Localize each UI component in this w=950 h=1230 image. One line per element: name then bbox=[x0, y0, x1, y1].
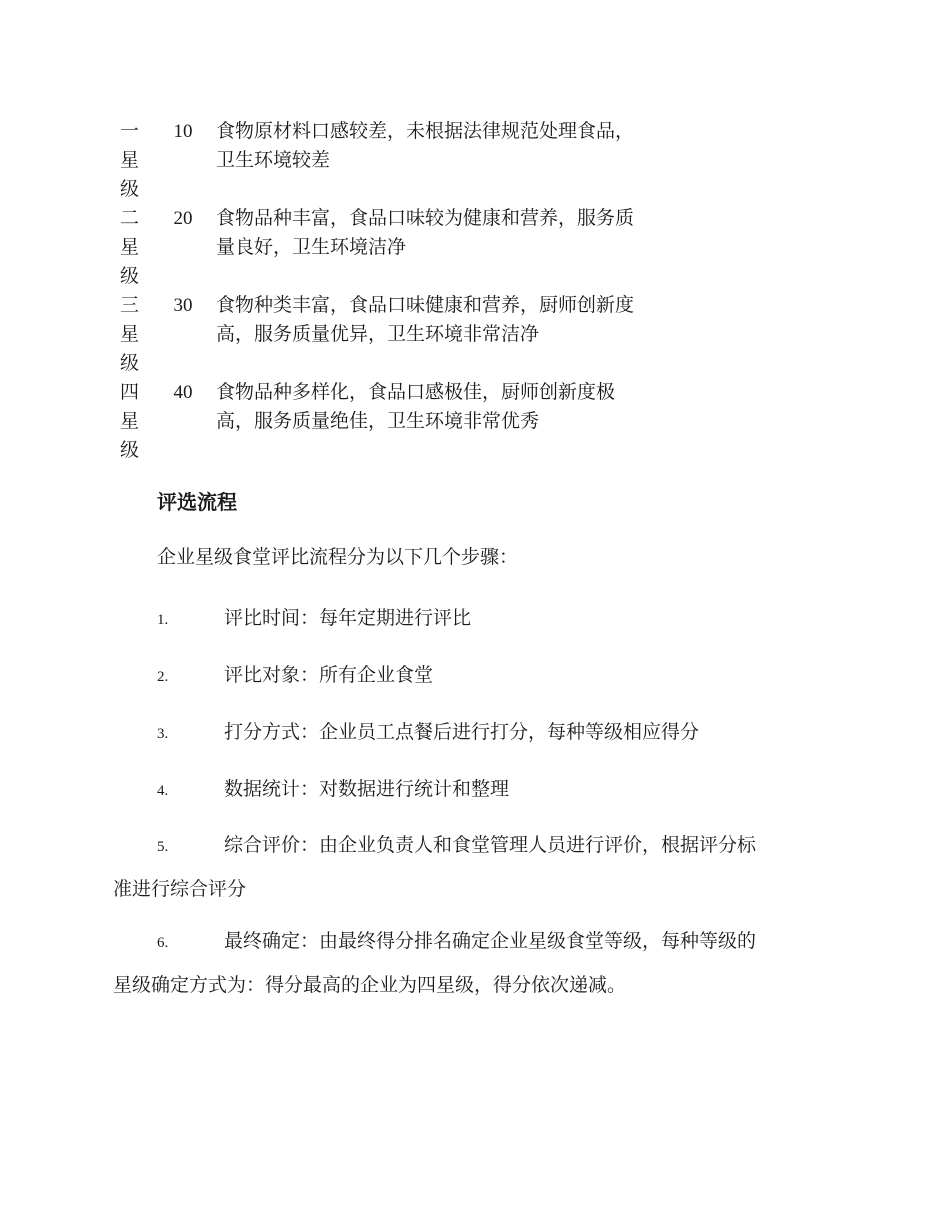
step-continuation: 准进行综合评分 bbox=[113, 878, 247, 900]
rating-level bbox=[114, 117, 150, 204]
rating-score: 10 bbox=[173, 121, 193, 142]
description-line: 食物种类丰富，食品口味健康和营养，厨师创新度 bbox=[216, 294, 635, 316]
rating-description bbox=[216, 117, 716, 175]
step-text: 数据统计：对数据进行统计和整理 bbox=[224, 778, 510, 800]
step-text: 综合评价：由企业负责人和食堂管理人员进行评价，根据评分标 bbox=[224, 834, 757, 856]
level-char: 级 bbox=[120, 178, 140, 200]
level-char: 星 bbox=[120, 323, 140, 345]
step-number: 5. bbox=[157, 839, 169, 855]
rating-row-1 bbox=[114, 117, 716, 204]
step-text: 最终确定：由最终得分排名确定企业星级食堂等级，每种等级的 bbox=[224, 930, 757, 952]
step-number: 1. bbox=[157, 612, 169, 628]
level-char: 一 bbox=[120, 120, 140, 142]
level-char: 星 bbox=[120, 410, 140, 432]
step-number: 6. bbox=[157, 935, 169, 951]
step-number: 2. bbox=[157, 669, 169, 685]
rating-description bbox=[216, 291, 716, 349]
rating-score: 20 bbox=[173, 208, 193, 229]
description-line: 高，服务质量绝佳，卫生环境非常优秀 bbox=[216, 410, 540, 432]
list-item bbox=[113, 653, 843, 699]
description-line: 食物原材料口感较差，未根据法律规范处理食品， bbox=[216, 120, 635, 142]
description-line: 高，服务质量优异，卫生环境非常洁净 bbox=[216, 323, 540, 345]
list-item bbox=[113, 767, 843, 813]
list-item bbox=[113, 596, 843, 642]
description-line: 食物品种丰富，食品口味较为健康和营养，服务质 bbox=[216, 207, 635, 229]
level-char: 级 bbox=[120, 265, 140, 287]
description-line: 食物品种多样化，食品口感极佳，厨师创新度极 bbox=[216, 381, 616, 403]
rating-level bbox=[114, 204, 150, 291]
list-item bbox=[113, 824, 843, 910]
step-number: 4. bbox=[157, 783, 169, 799]
level-char: 级 bbox=[120, 439, 140, 461]
steps-list bbox=[113, 596, 843, 1016]
rating-score: 40 bbox=[173, 382, 193, 403]
list-item bbox=[113, 710, 843, 756]
rating-description bbox=[216, 378, 716, 436]
description-line: 卫生环境较差 bbox=[216, 149, 331, 171]
section-heading: 评选流程 bbox=[157, 490, 237, 514]
rating-row-2 bbox=[114, 204, 716, 291]
step-text: 打分方式：企业员工点餐后进行打分，每种等级相应得分 bbox=[224, 721, 700, 743]
step-text: 评比对象：所有企业食堂 bbox=[224, 664, 434, 686]
step-continuation: 星级确定方式为：得分最高的企业为四星级，得分依次递减。 bbox=[113, 974, 627, 996]
level-char: 星 bbox=[120, 236, 140, 258]
rating-level bbox=[114, 378, 150, 465]
rating-description bbox=[216, 204, 716, 262]
level-char: 四 bbox=[120, 381, 140, 403]
section-intro: 企业星级食堂评比流程分为以下几个步骤： bbox=[157, 546, 519, 568]
description-line: 量良好，卫生环境洁净 bbox=[216, 236, 407, 258]
rating-table bbox=[114, 117, 716, 465]
list-item bbox=[113, 920, 843, 1006]
rating-score: 30 bbox=[173, 295, 193, 316]
rating-row-3 bbox=[114, 291, 716, 378]
step-text: 评比时间：每年定期进行评比 bbox=[224, 607, 472, 629]
step-number: 3. bbox=[157, 726, 169, 742]
level-char: 级 bbox=[120, 352, 140, 374]
level-char: 二 bbox=[120, 207, 140, 229]
rating-row-4 bbox=[114, 378, 716, 465]
rating-level bbox=[114, 291, 150, 378]
level-char: 三 bbox=[120, 294, 140, 316]
level-char: 星 bbox=[120, 149, 140, 171]
